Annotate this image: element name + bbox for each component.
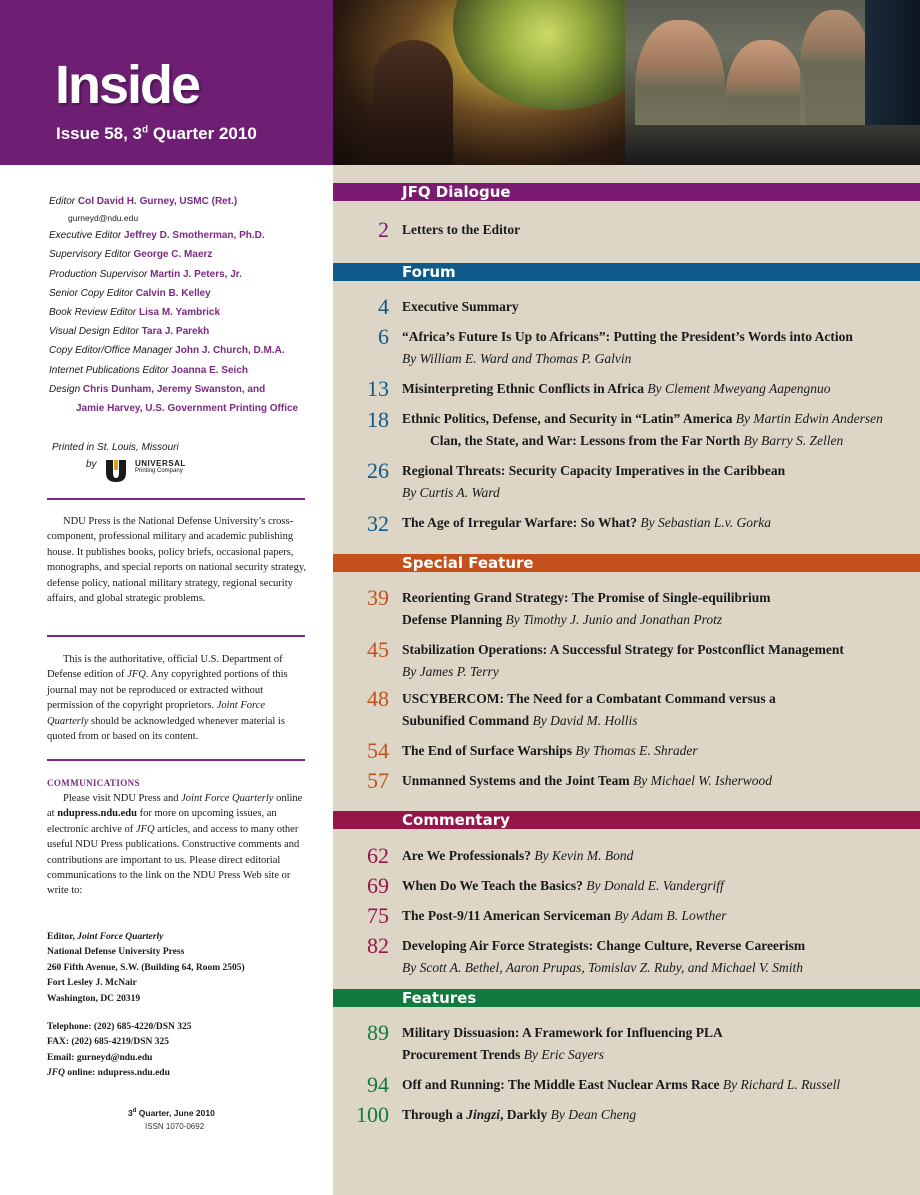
masthead-row (49, 284, 298, 303)
fax: FAX: (202) 685-4219/DSN 325 (47, 1037, 169, 1048)
masthead-role: Supervisory Editor (49, 249, 131, 261)
toc-entry[interactable] (402, 642, 844, 658)
toc-entry[interactable] (402, 1107, 636, 1123)
auth-text: . Any copyrighted portions of this journal may not be reproduced or extracted without permission of the copyright proprietors. (47, 669, 288, 712)
comm-text: for more on upcoming issues, an electronic archive of (47, 808, 277, 835)
section-title-special: Special Feature (402, 554, 534, 572)
toc-page-number: 57 (367, 768, 389, 793)
toc-author: By Sebastian L.v. Gorka (640, 515, 771, 530)
toc-entry[interactable] (402, 878, 724, 894)
toc-author: By Clement Mweyang Aapengnuo (647, 381, 831, 396)
printer-logo-text (135, 460, 186, 474)
masthead-name: Col David H. Gurney, USMC (Ret.) (77, 196, 238, 207)
masthead-role: Book Review Editor (49, 306, 137, 318)
masthead-name: Calvin B. Kelley (135, 287, 211, 299)
page-title: Inside (55, 55, 200, 115)
about-paragraph: NDU Press is the National Defense University’s cross-component, professional military and academic publishing house. It publishes books, policy briefs, occasional papers, monographs, and special reports on national security strategy, defense policy, national military strategy, regional security affairs, and global strategic problems. (47, 516, 307, 605)
footer-date-num: 3 (128, 1108, 133, 1118)
masthead-row (49, 226, 298, 245)
cover-photo-globe (333, 0, 625, 165)
masthead-row (49, 341, 298, 360)
footer-date (128, 1108, 215, 1118)
printer-logo-name: UNIVERSAL (135, 459, 186, 468)
toc-page-number: 62 (367, 843, 389, 868)
online-url: online: ndupress.ndu.edu (64, 1068, 170, 1079)
online[interactable] (47, 1066, 192, 1081)
issue-prefix: Issue 58, 3 (56, 124, 143, 143)
mailing-address (47, 930, 245, 1007)
masthead-name: Jeffrey D. Smotherman, Ph.D. (124, 230, 265, 242)
address-line: 260 Fifth Avenue, S.W. (Building 64, Room 2505) (47, 962, 245, 973)
masthead-role: Copy Editor/Office Manager (49, 345, 173, 357)
globe-display (453, 0, 625, 110)
section-title-forum: Forum (402, 263, 456, 281)
toc-page-number: 2 (378, 217, 389, 242)
authoritative-paragraph (47, 652, 309, 744)
toc-author-line (402, 485, 500, 501)
toc-author: By Thomas E. Shrader (575, 743, 698, 758)
toc-author: By Curtis A. Ward (402, 485, 500, 500)
toc-author-line (402, 664, 499, 680)
masthead-row (49, 303, 298, 322)
toc-entry[interactable] (402, 329, 853, 345)
masthead-row (49, 245, 298, 264)
divider (47, 759, 305, 761)
toc-author: By Adam B. Lowther (614, 908, 727, 923)
comm-site-link[interactable]: ndupress.ndu.edu (57, 808, 137, 820)
toc-author-line (402, 351, 631, 367)
toc-author: By Michael W. Isherwood (633, 773, 773, 788)
toc-entry[interactable] (402, 1025, 723, 1041)
toc-page-number: 13 (367, 376, 389, 401)
toc-title: Off and Running: The Middle East Nuclear Arms Race (402, 1077, 720, 1092)
toc-entry-cont[interactable] (402, 612, 722, 628)
toc-title: Executive Summary (402, 299, 519, 314)
toc-title: The End of Surface Warships (402, 743, 573, 758)
toc-page-number: 100 (356, 1102, 389, 1127)
footer-date-sup: d (132, 1108, 137, 1115)
toc-page-number: 32 (367, 511, 389, 536)
cover-photo-soldiers (625, 0, 920, 165)
masthead-role: Senior Copy Editor (49, 287, 133, 299)
toc-title: The Age of Irregular Warfare: So What? (402, 515, 637, 530)
toc-entry-cont[interactable] (402, 1047, 604, 1063)
toc-entry[interactable] (402, 222, 520, 238)
communications-heading: COMMUNICATIONS (47, 778, 140, 788)
issue-line (56, 124, 257, 144)
auth-jfq: JFQ (127, 669, 146, 681)
masthead (49, 192, 298, 418)
issue-sup: d (142, 124, 149, 136)
auth-jfq-full: Joint Force Quarterly (47, 700, 266, 727)
masthead-name: Joanna E. Seich (171, 364, 248, 376)
toc-author: By Eric Sayers (523, 1047, 604, 1062)
toc-author: By Kevin M. Bond (534, 848, 634, 863)
toc-title: Subunified Command (402, 713, 530, 728)
masthead-role: Production Supervisor (49, 268, 148, 280)
toc-entry[interactable] (430, 433, 843, 449)
toc-author: By Dean Cheng (550, 1107, 637, 1122)
address-line: Washington, DC 20319 (47, 993, 141, 1004)
masthead-name: John J. Church, D.M.A. (175, 345, 285, 357)
masthead-row (49, 265, 298, 284)
toc-entry[interactable] (402, 743, 698, 759)
toc-title: Clan, the State, and War: Lessons from the Far North (430, 433, 741, 448)
printed-location: Printed in St. Louis, Missouri (52, 442, 179, 453)
masthead-name: Martin J. Peters, Jr. (150, 268, 242, 280)
masthead-role: Design (49, 383, 81, 395)
masthead-name: Lisa M. Yambrick (139, 306, 221, 318)
toc-page-number: 39 (367, 585, 389, 610)
toc-author: By Richard L. Russell (722, 1077, 841, 1092)
toc-author: By James P. Terry (402, 664, 499, 679)
address-editor: Editor, (47, 932, 78, 942)
masthead-name: Jamie Harvey, U.S. Government Printing Office (76, 402, 299, 414)
toc-title-italic: Jingzi (466, 1107, 501, 1122)
section-title-features: Features (402, 989, 477, 1007)
comm-jfq-short: JFQ (135, 823, 155, 835)
toc-title: , Darkly (500, 1107, 548, 1122)
toc-title: Developing Air Force Strategists: Change Culture, Reverse Careerism (402, 938, 806, 953)
toc-title: Through a (402, 1107, 467, 1122)
toc-author-line (402, 960, 803, 976)
toc-title: Reorienting Grand Strategy: The Promise of Single-equilibrium (402, 590, 771, 605)
toc-title: Misinterpreting Ethnic Conflicts in Africa (402, 381, 644, 396)
toc-title: Letters to the Editor (402, 222, 521, 237)
toc-entry[interactable] (402, 411, 883, 427)
masthead-row (49, 399, 298, 418)
toc-author: By Donald E. Vandergriff (586, 878, 724, 893)
toc-entry[interactable] (402, 515, 771, 531)
online-jfq: JFQ (47, 1068, 65, 1079)
toc-page-number: 26 (367, 458, 389, 483)
toc-title: The Post-9/11 American Serviceman (402, 908, 611, 923)
toc-entry[interactable] (402, 848, 633, 864)
masthead-row (49, 192, 298, 211)
comm-jfq: Joint Force Quarterly (181, 793, 274, 804)
toc-entry[interactable] (402, 773, 772, 789)
divider (47, 635, 305, 637)
toc-author: By Scott A. Bethel, Aaron Prupas, Tomislav Z. Ruby, and Michael V. Smith (402, 960, 803, 975)
toc-author: By Timothy J. Junio and Jonathan Protz (505, 612, 723, 627)
toc-page-number: 48 (367, 686, 389, 711)
toc-page-number: 94 (367, 1072, 389, 1097)
toc-page-number: 45 (367, 637, 389, 662)
toc-title: “Africa’s Future Is Up to Africans”: Putting the President’s Words into Action (402, 329, 853, 344)
toc-page-number: 6 (378, 324, 389, 349)
masthead-role: Internet Publications Editor (49, 364, 169, 376)
toc-author: By David M. Hollis (532, 713, 638, 728)
masthead-name: Tara J. Parekh (141, 326, 210, 338)
toc-entry[interactable] (402, 1077, 840, 1093)
toc-entry[interactable] (402, 691, 776, 707)
toc-entry[interactable] (402, 590, 771, 606)
presenter-figure (373, 40, 453, 165)
address-publication: Joint Force Quarterly (77, 932, 164, 942)
toc-entry-cont[interactable] (402, 713, 638, 729)
address-line (47, 930, 245, 945)
section-title-commentary: Commentary (402, 811, 510, 829)
printer-logo-subtitle: Printing Company (135, 468, 183, 474)
toc-entry[interactable] (402, 381, 830, 397)
masthead-role: Executive Editor (49, 230, 122, 242)
masthead-email: gurneyd@ndu.edu (68, 213, 139, 224)
toc-title: USCYBERCOM: The Need for a Combatant Command versus a (402, 691, 776, 706)
comm-text: online at (47, 793, 303, 820)
toc-entry[interactable] (402, 463, 785, 479)
soldier-figure (800, 10, 870, 130)
comm-text: Please visit NDU Press and (63, 793, 182, 804)
toc-title: Defense Planning (402, 612, 503, 627)
divider (47, 498, 305, 500)
toc-title: Procurement Trends (402, 1047, 521, 1062)
masthead-name: Chris Dunham, Jeremy Swanston, and (82, 383, 266, 395)
toc-page-number: 69 (367, 873, 389, 898)
address-line: Fort Lesley J. McNair (47, 978, 137, 989)
toc-title: When Do We Teach the Basics? (402, 878, 583, 893)
toc-page-number: 18 (367, 407, 389, 432)
toc-author: By Barry S. Zellen (743, 433, 844, 448)
toc-title: Unmanned Systems and the Joint Team (402, 773, 630, 788)
toc-entry[interactable] (402, 908, 726, 924)
communications-paragraph (47, 791, 309, 899)
toc-title: Regional Threats: Security Capacity Imperatives in the Caribbean (402, 463, 786, 478)
masthead-name: George C. Maerz (133, 249, 213, 261)
issue-suffix: Quarter 2010 (148, 124, 257, 143)
masthead-role: Visual Design Editor (49, 326, 139, 338)
email[interactable]: Email: gurneyd@ndu.edu (47, 1052, 153, 1063)
comm-text: articles, and access to many other useful NDU Press publications. Constructive comments and contributions are important to us. Please direct editorial communications to the link on the NDU Press Web site or write to: (47, 823, 300, 897)
masthead-row (49, 361, 298, 380)
section-title-dialogue: JFQ Dialogue (402, 183, 511, 201)
toc-title: Stabilization Operations: A Successful Strategy for Postconflict Management (402, 642, 844, 657)
printed-by: by (86, 459, 97, 470)
toc-title: Military Dissuasion: A Framework for Influencing PLA (402, 1025, 723, 1040)
toc-title: Ethnic Politics, Defense, and Security in “Latin” America (402, 411, 733, 426)
footer-issn: ISSN 1070-0692 (145, 1122, 205, 1131)
toc-page-number: 89 (367, 1020, 389, 1045)
toc-page-number: 4 (378, 294, 389, 319)
toc-entry[interactable] (402, 938, 805, 954)
address-line: National Defense University Press (47, 947, 185, 958)
telephone: Telephone: (202) 685-4220/DSN 325 (47, 1022, 192, 1032)
toc-title: Are We Professionals? (402, 848, 531, 863)
desk-keyboards (625, 125, 920, 165)
printer-logo-icon (104, 458, 128, 482)
auth-text: This is the authoritative, official U.S. Department of Defense edition of (47, 654, 283, 681)
toc-entry[interactable] (402, 299, 519, 315)
toc-page-number: 54 (367, 738, 389, 763)
toc-page-number: 75 (367, 903, 389, 928)
toc-page-number: 82 (367, 933, 389, 958)
toc-author: By Martin Edwin Andersen (735, 411, 883, 426)
masthead-role: Editor (49, 196, 76, 207)
masthead-row (49, 322, 298, 341)
footer-date-rest: Quarter, June 2010 (136, 1108, 215, 1118)
toc-author: By William E. Ward and Thomas P. Galvin (402, 351, 632, 366)
masthead-row (49, 380, 298, 399)
auth-text: should be acknowledged whenever material is quoted from or based on its content. (47, 715, 285, 743)
contact-info (47, 1020, 192, 1082)
